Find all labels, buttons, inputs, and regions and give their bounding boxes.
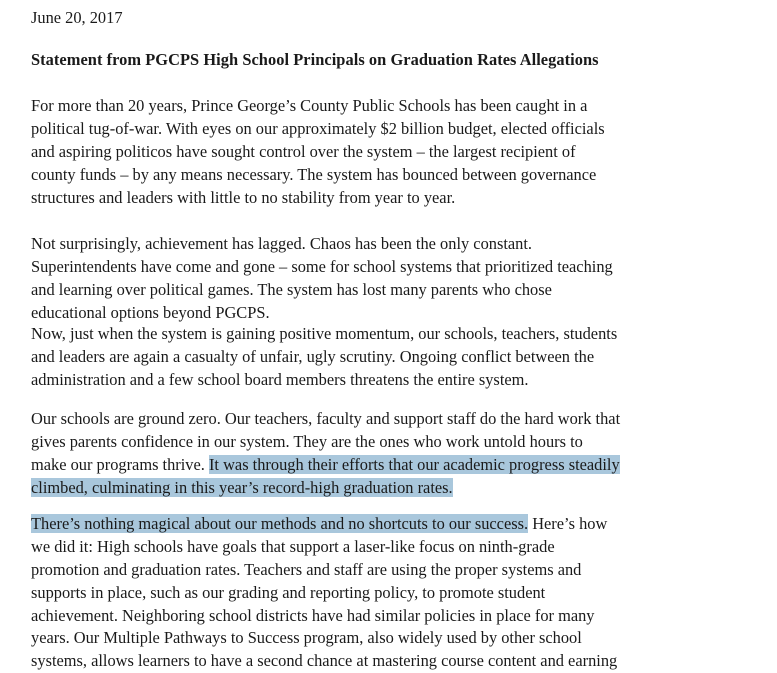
paragraph-line: [31, 477, 747, 500]
paragraph-line: For more than 20 years, Prince George’s County Public Schools has been caught in a: [31, 96, 588, 115]
paragraph-line: administration and a few school board members threatens the entire system.: [31, 369, 529, 389]
plain-text: make our programs thrive.: [31, 454, 209, 474]
paragraph-5: [31, 513, 747, 673]
paragraph-3: [31, 323, 747, 392]
document-title: Statement from PGCPS High School Principals on Graduation Rates Allegations: [31, 50, 599, 69]
paragraph-4: [31, 408, 747, 500]
document-date: June 20, 2017: [31, 8, 123, 27]
paragraph-line: supports in place, such as our grading and reporting policy, to promote student: [31, 582, 546, 602]
paragraph-1: [31, 95, 747, 209]
paragraph-line: achievement. Neighboring school districts have had similar policies in place for many: [31, 605, 595, 625]
paragraph-line: systems, allows learners to have a second chance at mastering course content and earning: [31, 651, 618, 671]
paragraph-line: [31, 513, 747, 536]
paragraph-line: years. Our Multiple Pathways to Success program, also widely used by other school: [31, 628, 582, 648]
paragraph-line: Now, just when the system is gaining positive momentum, our schools, teachers, students: [31, 324, 618, 343]
highlighted-text: It was through their efforts that our academic progress steadily: [208, 454, 620, 474]
highlighted-text: climbed, culminating in this year’s record-high graduation rates.: [31, 477, 453, 497]
paragraph-line: Our schools are ground zero. Our teachers, faculty and support staff do the hard work that: [31, 409, 621, 428]
paragraph-line: structures and leaders with little to no stability from year to year.: [31, 187, 456, 207]
paragraph-line: Not surprisingly, achievement has lagged. Chaos has been the only constant.: [31, 234, 533, 253]
highlighted-text: There’s nothing magical about our methods and no shortcuts to our success.: [31, 514, 529, 533]
paragraph-line: gives parents confidence in our system. They are the ones who work untold hours to: [31, 431, 583, 451]
paragraph-line: county funds – by any means necessary. The system has bounced between governance: [31, 164, 597, 184]
paragraph-line: Superintendents have come and gone – some for school systems that prioritized teaching: [31, 256, 613, 276]
plain-text: Here’s how: [528, 514, 608, 533]
paragraph-2: [31, 233, 747, 325]
paragraph-line: and aspiring politicos have sought control over the system – the largest recipient of: [31, 141, 576, 161]
paragraph-line: political tug-of-war. With eyes on our approximately $2 billion budget, elected officials: [31, 118, 605, 138]
paragraph-line: and learning over political games. The system has lost many parents who chose: [31, 279, 552, 299]
paragraph-line: and leaders are again a casualty of unfair, ugly scrutiny. Ongoing conflict between the: [31, 346, 595, 366]
paragraph-line: promotion and graduation rates. Teachers and staff are using the proper systems and: [31, 559, 582, 579]
paragraph-line: educational options beyond PGCPS.: [31, 302, 270, 322]
paragraph-line: [31, 454, 747, 477]
paragraph-line: we did it: High schools have goals that support a laser-like focus on ninth-grade: [31, 536, 555, 556]
